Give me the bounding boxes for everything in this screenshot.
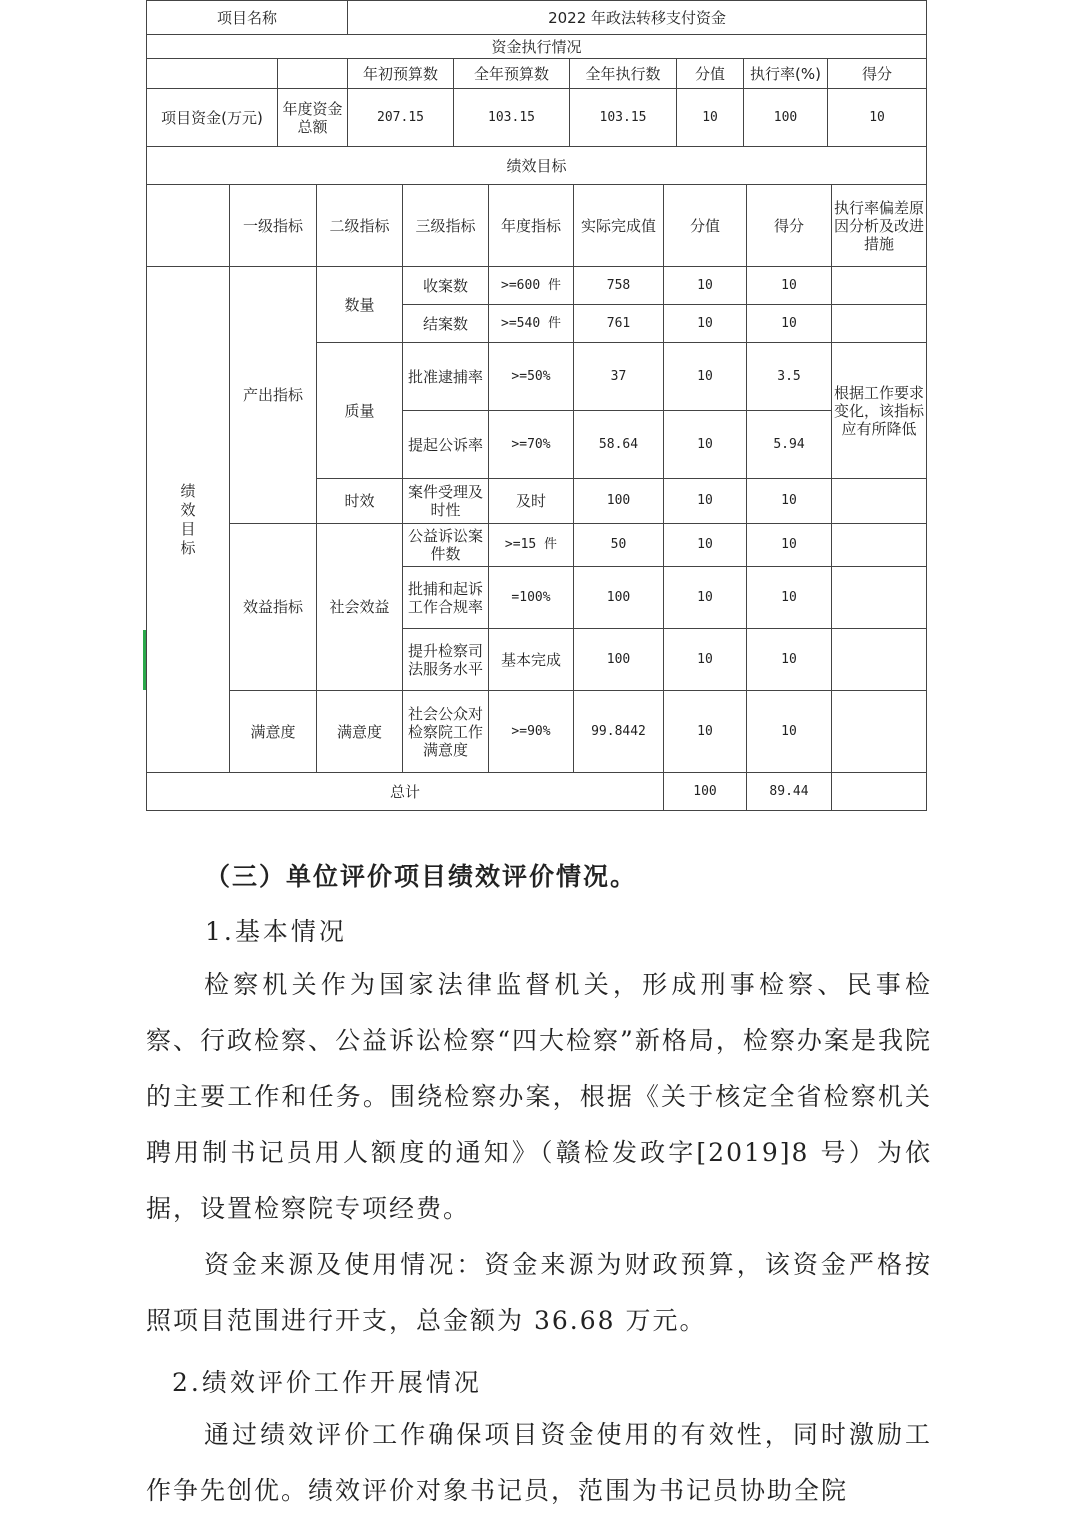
level2-timeliness: 时效 [317, 479, 403, 524]
header-cell: 年初预算数 [348, 59, 454, 89]
got-cell: 3.5 [747, 343, 832, 411]
actual-cell: 58.64 [574, 411, 664, 479]
subheading-basic-info: 1.基本情况 [205, 917, 347, 946]
paragraph-evaluation: 通过绩效评价工作确保项目资金使用的有效性，同时激励工作争先创优。绩效评价对象书记员，范围为书记员协助全院 [146, 1420, 932, 1505]
value-cell: 10 [677, 89, 744, 147]
target-cell: >=90% [489, 691, 574, 773]
score-cell: 10 [664, 343, 747, 411]
level3-cell: 批准逮捕率 [403, 343, 489, 411]
header-cell: 得分 [828, 59, 927, 89]
actual-cell: 100 [574, 479, 664, 524]
score-cell: 10 [664, 524, 747, 567]
header-got: 得分 [747, 185, 832, 267]
level3-cell: 批捕和起诉工作合规率 [403, 567, 489, 629]
header-level1: 一级指标 [230, 185, 317, 267]
got-cell: 10 [747, 479, 832, 524]
header-cell: 全年执行数 [570, 59, 677, 89]
target-cell: >=70% [489, 411, 574, 479]
value-cell: 103.15 [454, 89, 570, 147]
header-score: 分值 [664, 185, 747, 267]
side-label: 绩效目标 [147, 267, 230, 773]
actual-cell: 99.8442 [574, 691, 664, 773]
level3-cell: 提升检察司法服务水平 [403, 629, 489, 691]
header-cell: 全年预算数 [454, 59, 570, 89]
level3-cell: 案件受理及时性 [403, 479, 489, 524]
score-cell: 10 [664, 479, 747, 524]
level3-cell: 公益诉讼案件数 [403, 524, 489, 567]
got-cell: 10 [747, 305, 832, 343]
target-cell: =100% [489, 567, 574, 629]
subheading-evaluation: 2.绩效评价工作开展情况 [172, 1368, 482, 1397]
got-cell: 10 [747, 567, 832, 629]
got-cell: 10 [747, 691, 832, 773]
total-score: 100 [664, 773, 747, 811]
target-cell: >=50% [489, 343, 574, 411]
level2-satisfaction: 满意度 [317, 691, 403, 773]
actual-cell: 758 [574, 267, 664, 305]
row-label: 项目资金(万元) [147, 89, 278, 147]
target-cell: >=540 件 [489, 305, 574, 343]
performance-target-title: 绩效目标 [147, 147, 927, 185]
level2-quality: 质量 [317, 343, 403, 479]
score-cell: 10 [664, 267, 747, 305]
level2-social: 社会效益 [317, 524, 403, 691]
level3-cell: 结案数 [403, 305, 489, 343]
header-level2: 二级指标 [317, 185, 403, 267]
section-heading: （三）单位评价项目绩效评价情况。 [205, 862, 638, 891]
actual-cell: 100 [574, 567, 664, 629]
header-level3: 三级指标 [403, 185, 489, 267]
score-cell: 10 [664, 567, 747, 629]
level1-satisfaction: 满意度 [230, 691, 317, 773]
actual-cell: 37 [574, 343, 664, 411]
total-label: 总计 [147, 773, 664, 811]
got-cell: 10 [747, 267, 832, 305]
header-annual-target: 年度指标 [489, 185, 574, 267]
value-cell: 100 [744, 89, 828, 147]
paragraph-fund-source: 资金来源及使用情况：资金来源为财政预算，该资金严格按照项目范围进行开支，总金额为 36.68 万元。 [146, 1250, 932, 1335]
value-cell: 207.15 [348, 89, 454, 147]
got-cell: 10 [747, 524, 832, 567]
header-cell: 执行率(%) [744, 59, 828, 89]
level2-quantity: 数量 [317, 267, 403, 343]
quality-note: 根据工作要求变化，该指标应有所降低 [832, 343, 927, 479]
score-cell: 10 [664, 691, 747, 773]
header-actual: 实际完成值 [574, 185, 664, 267]
target-cell: 及时 [489, 479, 574, 524]
target-cell: 基本完成 [489, 629, 574, 691]
got-cell: 5.94 [747, 411, 832, 479]
level3-cell: 社会公众对检察院工作满意度 [403, 691, 489, 773]
project-name-value: 2022 年政法转移支付资金 [348, 1, 927, 35]
value-cell: 10 [828, 89, 927, 147]
actual-cell: 100 [574, 629, 664, 691]
level3-cell: 提起公诉率 [403, 411, 489, 479]
score-cell: 10 [664, 305, 747, 343]
target-cell: >=600 件 [489, 267, 574, 305]
score-cell: 10 [664, 411, 747, 479]
got-cell: 10 [747, 629, 832, 691]
actual-cell: 50 [574, 524, 664, 567]
project-name-label: 项目名称 [147, 1, 348, 35]
level1-output: 产出指标 [230, 267, 317, 524]
score-cell: 10 [664, 629, 747, 691]
total-got: 89.44 [747, 773, 832, 811]
paragraph-basic-info: 检察机关作为国家法律监督机关，形成刑事检察、民事检察、行政检察、公益诉讼检察“四大检察”新格局，检察办案是我院的主要工作和任务。围绕检察办案，根据《关于核定全省检察机关聘用制书记员用人额度的通知》（赣检发政字[2019]8 号）为依据，设置检察院专项经费。 [146, 970, 932, 1223]
actual-cell: 761 [574, 305, 664, 343]
fund-execution-title: 资金执行情况 [147, 35, 927, 59]
header-cell: 分值 [677, 59, 744, 89]
level3-cell: 收案数 [403, 267, 489, 305]
level1-benefit: 效益指标 [230, 524, 317, 691]
target-cell: >=15 件 [489, 524, 574, 567]
value-cell: 103.15 [570, 89, 677, 147]
row-sublabel: 年度资金总额 [278, 89, 348, 147]
header-deviation: 执行率偏差原因分析及改进措施 [832, 185, 927, 267]
